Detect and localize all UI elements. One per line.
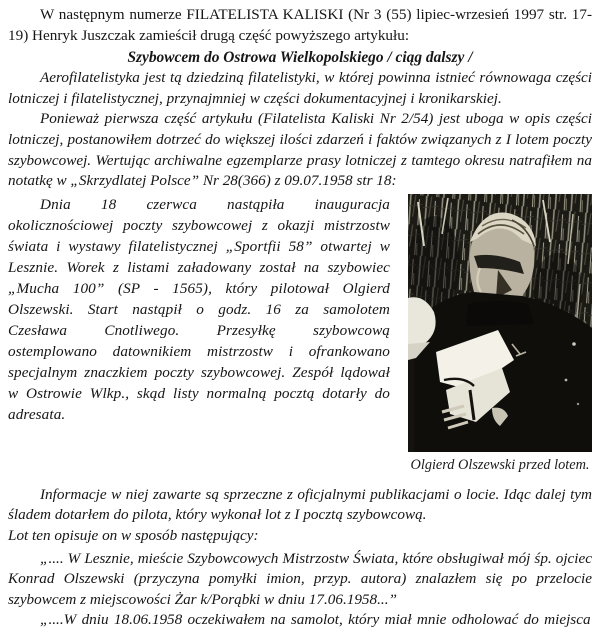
photo-figure: [408, 194, 592, 474]
press-note-intro-paragraph: Ponieważ pierwsza część artykułu (Filatelista Kaliski Nr 2/54) jest uboga w opis części lotniczej, postanowiłem dotrzeć do większej ilości zdarzeń i faktów związanych z I lotem poczty szybowcowej. Wertując archiwalne egzemplarze prasy lotniczej z tamtego okresu natrafiłem na notatkę w „Skrzydlatej Polsce” Nr 28(366) z 09.07.1958 str 18:: [8, 110, 592, 190]
info-paragraph: Informacje w niej zawarte są sprzeczne z oficjalnymi publikacjami o locie. Idąc dalej tym śladem dotarłem do pilota, który wykonał lot z I pocztą szybowcową.: [8, 485, 592, 524]
article-title: Szybowcem do Ostrowa Wielkopolskiego / ciąg dalszy /: [127, 49, 473, 67]
pilot-quote-1: „.... W Lesznie, mieście Szybowcowych Mistrzostw Świata, które obsługiwał mój śp. ojciec Konrad Olszewski (przyczyna pomyłki imion, przyp. autora) znalazłem się po przelocie szybowcem z miejscowości Żar k/Porąbki w dniu 17.06.1958...”: [8, 549, 592, 608]
pilot-quote-2: „....W dniu 18.06.1958 oczekiwałem na samolot, który miał mnie odholować do miejsca: [40, 611, 591, 629]
portrait-photo: [408, 194, 592, 452]
conclusion-block: [8, 485, 592, 631]
flight-description-lead: Lot ten opisuje on w sposób następujący:: [8, 526, 259, 544]
photo-text-row: [8, 194, 592, 474]
photo-caption: Olgierd Olszewski przed lotem.: [410, 456, 590, 473]
lead-paragraph: Aerofilatelistyka jest tą dziedziną filatelistyki, w której powinna istnieć równowaga części lotniczej i filatelistycznej, przynajmniej w części dokumentacyjnej i kronikarskiej.: [8, 69, 592, 107]
press-note-quote-paragraph: Dnia 18 czerwca nastąpiła inauguracja okolicznościowej poczty szybowcowej z okazji mistrzostw świata i wystawy filatelistycznej „Sportfii 58” otwartej w Lesznie. Worek z listami załadowany został na szybowiec „Mucha 100” (SP - 1565), który pilotował Olgierd Olszewski. Start nastąpił o godz. 16 za samolotem Czesława Cnotliwego. Przesyłkę szybowcową ostemplowano datownikiem mistrzostw i ofrankowano specjalnym znaczkiem poczty szybowcowej. Zespół lądował w Ostrowie Wlkp., skąd listy normalną pocztą dotarły do adresata.: [8, 195, 390, 423]
intro-paragraph: W następnym numerze FILATELISTA KALISKI (Nr 3 (55) lipiec-wrzesień 1997 str. 17-19) Henryk Juszczak zamieścił drugą część powyższego artykułu:: [8, 6, 592, 44]
